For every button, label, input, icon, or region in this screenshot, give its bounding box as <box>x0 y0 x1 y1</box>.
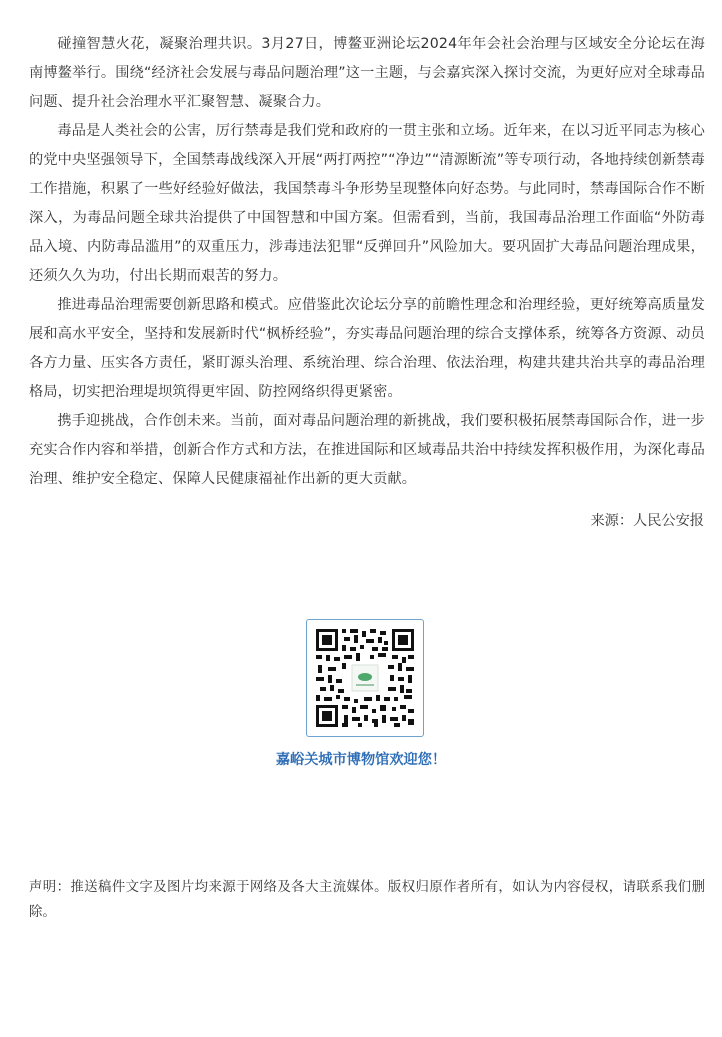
article-paragraph: 推进毒品治理需要创新思路和模式。应借鉴此次论坛分享的前瞻性理念和治理经验，更好统筹高质量发展和高水平安全，坚持和发展新时代“枫桥经验”，夯实毒品问题治理的综合支撑体系，统筹各方资源、动员各方力量、压实各方责任，紧盯源头治理、系统治理、综合治理、依法治理，构建共建共治共享的毒品治理格局，切实把治理堤坝筑得更牢固、防控网络织得更紧密。 <box>29 297 705 400</box>
article-paragraph: 毒品是人类社会的公害，厉行禁毒是我们党和政府的一贯主张和立场。近年来，在以习近平同志为核心的党中央坚强领导下，全国禁毒战线深入开展“两打两控”“净边”“清源断流”等专项行动，各地持续创新禁毒工作措施，积累了一些好经验好做法，我国禁毒斗争形势呈现整体向好态势。与此同时，禁毒国际合作不断深入，为毒品问题全球共治提供了中国智慧和中国方案。但需看到，当前，我国毒品治理工作面临“外防毒品入境、内防毒品滥用”的双重压力，涉毒违法犯罪“反弹回升”风险加大。要巩固扩大毒品问题治理成果，还须久久为功，付出长期而艰苦的努力。 <box>29 123 705 284</box>
qr-code-card[interactable] <box>306 619 424 737</box>
welcome-caption: 嘉峪关城市博物馆欢迎您！ <box>275 752 447 768</box>
article-paragraph: 碰撞智慧火花，凝聚治理共识。3月27日，博鳌亚洲论坛2024年年会社会治理与区域安全分论坛在海南博鳌举行。围绕“经济社会发展与毒品问题治理”这一主题，与会嘉宾深入探讨交流，为更好应对全球毒品问题、提升社会治理水平汇聚智慧、凝聚合力。 <box>29 36 705 110</box>
article-source: 来源：人民公安报 <box>590 513 704 529</box>
article-paragraph: 携手迎挑战，合作创未来。当前，面对毒品问题治理的新挑战，我们要积极拓展禁毒国际合作，进一步充实合作内容和举措，创新合作方式和方法，在推进国际和区域毒品共治中持续发挥积极作用，为深化毒品治理、维护安全稳定、保障人民健康福祉作出新的更大贡献。 <box>29 413 705 487</box>
qr-code-icon <box>314 627 416 729</box>
copyright-disclaimer: 声明：推送稿件文字及图片均来源于网络及各大主流媒体。版权归原作者所有，如认为内容侵权，请联系我们删除。 <box>29 880 705 920</box>
article-body <box>29 30 705 494</box>
